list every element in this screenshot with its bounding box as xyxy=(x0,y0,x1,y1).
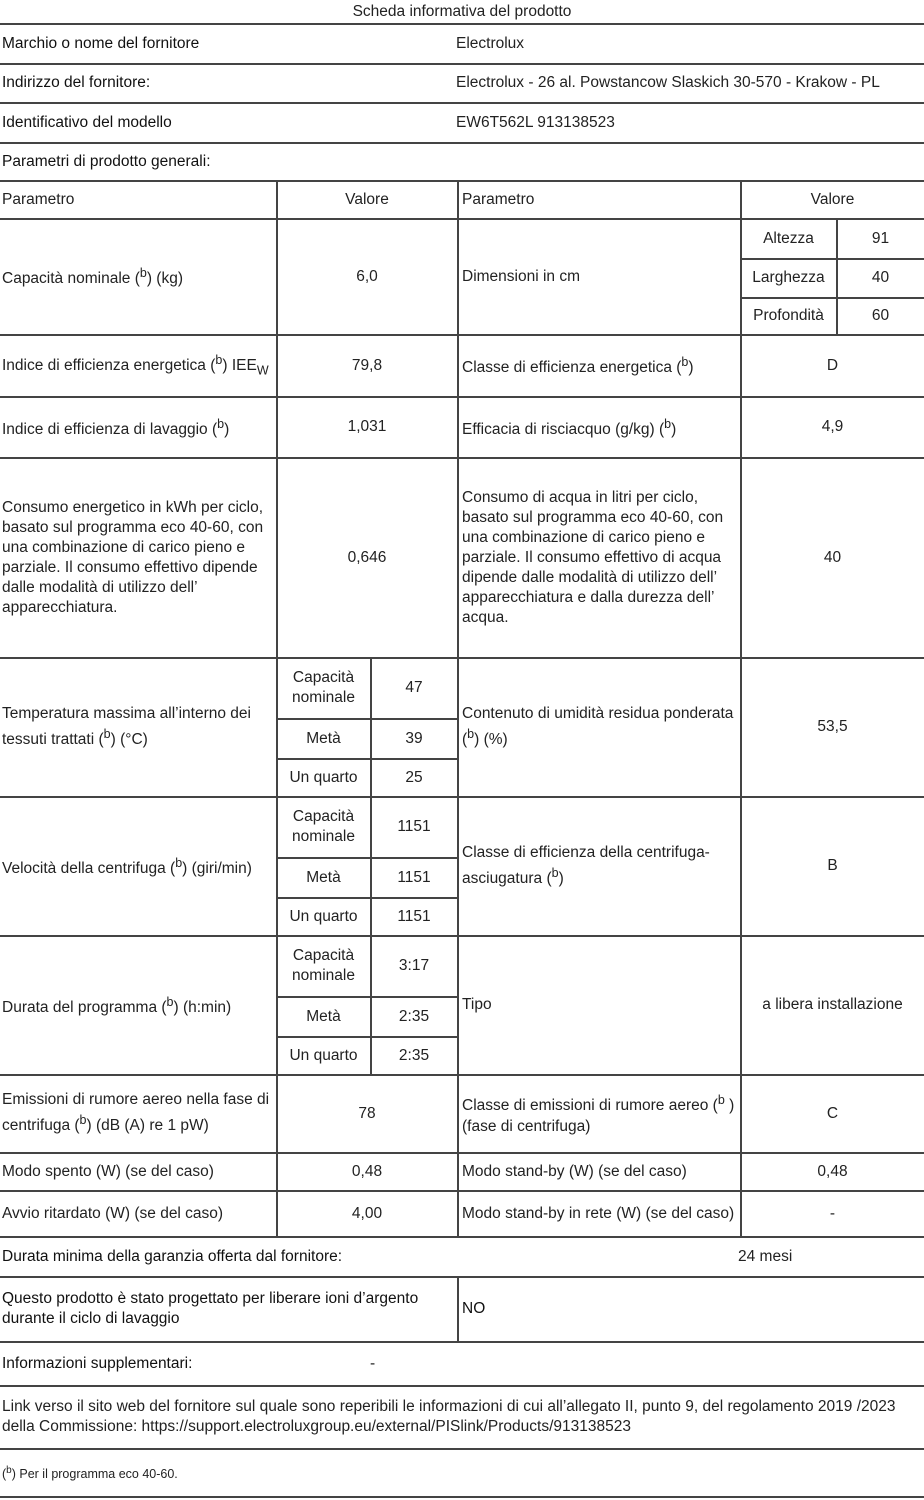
spin-half-value: 1151 xyxy=(397,868,431,886)
spin-load-half-label: Metà xyxy=(306,868,341,886)
col-header-value-right: Valore xyxy=(810,190,855,208)
eei-label: Indice di efficienza energetica ($^b$) $IEE_W$ xyxy=(2,353,269,378)
spin-class-value: B xyxy=(827,857,838,874)
network-standby-value: - xyxy=(829,1204,836,1222)
dim-depth-value: 60 xyxy=(871,307,890,324)
temp-quarter-value: 25 xyxy=(405,768,423,786)
energy-cons-label: Consumo energetico in kWh per ciclo, basato sul programma eco 40-60, con una combinazione di carico pieno e parziale. Il consumo effettivo dipende dalle modalità di utilizzo dell’ apparecchiatura. xyxy=(2,498,264,616)
network-standby-label: Modo stand-by in rete (W) (se del caso) xyxy=(462,1204,735,1222)
dim-height-value: 91 xyxy=(871,229,890,247)
warranty-label: Durata minima della garanzia offerta dal fornitore: xyxy=(2,1247,343,1265)
col-header-value-left: Valore xyxy=(345,190,389,208)
silver-ions-label: Questo prodotto è stato progettato per liberare ioni d’argento durante il ciclo di lavaggio xyxy=(2,1290,419,1327)
footnote: ($^b$) Per il programma eco 40-60. xyxy=(2,1464,178,1482)
water-cons-label: Consumo di acqua in litri per ciclo, basato sul programma eco 40-60, con una combinazione di carico pieno e parziale. Il consumo effettivo di acqua dipende dalle modalità di utilizzo dell’ apparecchiatura e dalla durezza dell’ acqua. xyxy=(462,488,724,626)
dim-width-label: Larghezza xyxy=(752,269,825,286)
warranty-value: 24 mesi xyxy=(738,1247,793,1265)
duration-load-full-label: Capacità nominale xyxy=(292,947,355,984)
noise-class-value: C xyxy=(826,1104,839,1122)
moisture-label: Contenuto di umidità residua ponderata ($^b$) (%) xyxy=(462,704,734,749)
spin-quarter-value: 1151 xyxy=(397,907,431,925)
delay-start-value: 4,00 xyxy=(351,1204,383,1222)
off-mode-label: Modo spento (W) (se del caso) xyxy=(2,1162,214,1180)
col-header-param-right: Parametro xyxy=(462,190,535,208)
temp-half-value: 39 xyxy=(405,729,423,747)
energy-class-value: D xyxy=(826,356,839,374)
type-label: Tipo xyxy=(462,996,492,1013)
energy-cons-value: 0,646 xyxy=(347,548,387,566)
duration-half-value: 2:35 xyxy=(398,1007,430,1025)
standby-label: Modo stand-by (W) (se del caso) xyxy=(462,1162,687,1180)
dim-width-value: 40 xyxy=(871,269,890,286)
capacity-value: 6,0 xyxy=(356,267,378,285)
noise-class-label: Classe di emissioni di rumore aereo ($^b$ ) (fase di centrifuga) xyxy=(462,1093,735,1135)
noise-label: Emissioni di rumore aereo nella fase di centrifuga ($^b$) (dB (A) re 1 pW) xyxy=(2,1091,270,1135)
general-params-label: Parametri di prodotto generali: xyxy=(2,152,211,170)
dim-depth-label: Profondità xyxy=(753,307,824,324)
spin-load-quarter-label: Un quarto xyxy=(289,907,358,925)
supplier-name-label: Marchio o nome del fornitore xyxy=(2,34,200,52)
silver-ions-value: NO xyxy=(462,1300,486,1317)
noise-value: 78 xyxy=(358,1104,376,1122)
extra-info-label: Informazioni supplementari: xyxy=(2,1354,193,1372)
temp-load-half-label: Metà xyxy=(306,729,341,747)
col-header-param-left: Parametro xyxy=(2,190,75,208)
spin-label: Velocità della centrifuga ($^b$) (giri/min) xyxy=(2,855,252,878)
supplier-address-label: Indirizzo del fornitore: xyxy=(2,74,151,91)
delay-start-label: Avvio ritardato (W) (se del caso) xyxy=(2,1204,224,1222)
temp-label: Temperatura massima all’interno dei tessuti trattati ($^b$) (°C) xyxy=(2,704,251,749)
duration-load-quarter-label: Un quarto xyxy=(289,1046,358,1064)
temp-full-value: 47 xyxy=(405,679,423,696)
spin-full-value: 1151 xyxy=(397,818,431,835)
water-cons-value: 40 xyxy=(823,548,842,566)
standby-value: 0,48 xyxy=(817,1162,848,1180)
sheet-title: Scheda informativa del prodotto xyxy=(352,2,572,20)
dim-height-label: Altezza xyxy=(763,229,814,247)
moisture-value: 53,5 xyxy=(817,718,848,735)
rinse-value: 4,9 xyxy=(821,418,844,435)
model-value: EW6T562L 913138523 xyxy=(456,113,615,131)
temp-load-full-label: Capacità nominale xyxy=(292,669,355,706)
energy-class-label: Classe di efficienza energetica ($^b$) xyxy=(462,355,694,377)
eei-value: 79,8 xyxy=(351,356,383,374)
type-value: a libera installazione xyxy=(762,996,903,1013)
duration-label: Durata del programma ($^b$) (h:min) xyxy=(2,994,232,1017)
supplier-address-value: Electrolux - 26 al. Powstancow Slaskich 30-570 - Krakow - PL xyxy=(456,74,880,91)
model-label: Identificativo del modello xyxy=(2,113,172,131)
duration-full-value: 3:17 xyxy=(398,957,430,974)
capacity-label: Capacità nominale ($^b$) (kg) xyxy=(2,266,183,288)
wash-eff-value: 1,031 xyxy=(347,418,387,435)
spin-load-full-label: Capacità nominale xyxy=(292,808,355,845)
supplier-name-value: Electrolux xyxy=(456,34,525,52)
supplier-link-text: Link verso il sito web del fornitore sul quale sono reperibili le informazioni di cui all’allegato II, punto 9, del regolamento 2019 /2023 della Commissione: https://support.electroluxgroup.eu/external/PISlink/Products/913138523 xyxy=(2,1398,896,1435)
rinse-label: Efficacia di risciacquo (g/kg) ($^b$) xyxy=(462,416,677,439)
extra-info-value: - xyxy=(370,1354,376,1372)
spin-class-label: Classe di efficienza della centrifuga-asciugatura ($^b$) xyxy=(462,843,710,888)
duration-load-half-label: Metà xyxy=(306,1007,341,1025)
wash-eff-label: Indice di efficienza di lavaggio ($^b$) xyxy=(2,416,230,439)
dimensions-label: Dimensioni in cm xyxy=(462,267,581,285)
temp-load-quarter-label: Un quarto xyxy=(289,768,358,786)
duration-quarter-value: 2:35 xyxy=(398,1046,430,1064)
off-mode-value: 0,48 xyxy=(351,1162,383,1180)
